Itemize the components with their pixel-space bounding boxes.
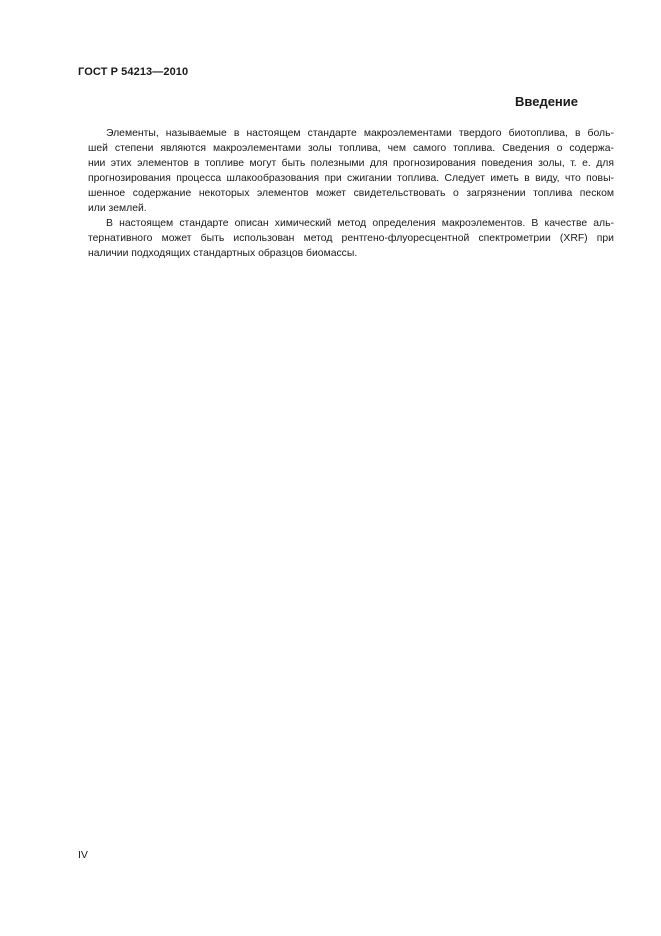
paragraph-line: Элементы, называемые в настоящем стандарте макроэлементами твердого биотоплива, в боль-	[106, 128, 614, 139]
section-title: Введение	[515, 94, 578, 109]
paragraph-line: шей степени являются макроэлементами золы топлива, чем самого топлива. Сведения о содержа-	[88, 143, 614, 154]
paragraph-line: прогнозирования процесса шлакообразования при сжигании топлива. Следует иметь в виду, что повы-	[88, 173, 614, 184]
paragraph-line: шенное содержание некоторых элементов может свидетельствовать о загрязнении топлива песком	[88, 188, 614, 199]
paragraph-line: В настоящем стандарте описан химический метод определения макроэлементов. В качестве аль-	[106, 218, 614, 229]
paragraph-line: тернативного может быть использован метод рентгено-флуоресцентной спектрометрии (XRF) при	[88, 233, 614, 244]
paragraph-line: наличии подходящих стандартных образцов биомассы.	[88, 248, 358, 259]
paragraph-line: нии этих элементов в топливе могут быть полезными для прогнозирования поведения золы, т. е. для	[88, 158, 614, 169]
document-header: ГОСТ Р 54213—2010	[78, 66, 189, 78]
paragraph-2	[88, 216, 614, 261]
paragraph-1	[88, 126, 614, 216]
paragraph-line: или землей.	[88, 203, 147, 214]
page-number: IV	[78, 849, 88, 861]
body-text	[88, 126, 614, 261]
